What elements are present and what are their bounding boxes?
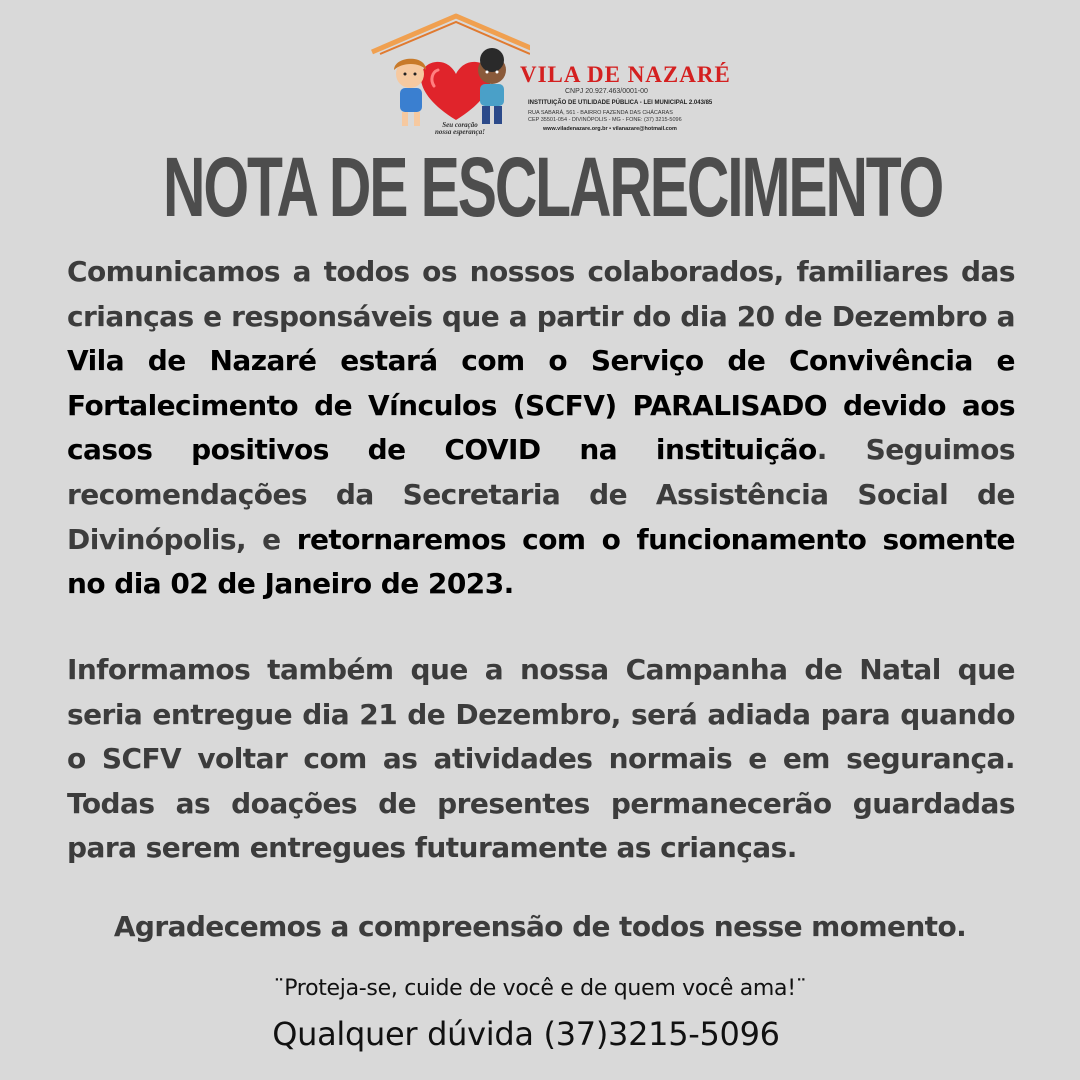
- paragraph1-part1: Comunicamos a todos os nossos colaborados, familiares das crianças e responsáveis que a partir do dia 20 de Dezembro a: [67, 255, 1015, 333]
- logo-slogan: [420, 122, 500, 136]
- contact-line: Qualquer dúvida (37)3215-5096: [272, 1015, 780, 1053]
- paragraph1-part4: retornaremos com o funcionamento somente no dia 02 de Janeiro de 2023.: [67, 522, 1015, 601]
- logo-address: [528, 110, 682, 123]
- logo-address-line2: CEP 35501-054 - DIVINÓPOLIS - MG - FONE: (37) 3215-5096: [528, 116, 682, 123]
- paragraph1-part3: . Seguimos recomendações da Secretaria de Assistência Social de Divinópolis, e: [67, 433, 1015, 556]
- logo-cnpj: CNPJ 20.927.463/0001-00: [565, 88, 648, 95]
- thanks-line: Agradecemos a compreensão de todos nesse momento.: [113, 910, 967, 943]
- logo-name: VILA DE NAZARÉ: [520, 62, 731, 87]
- logo-website: www.viladenazare.org.br • vilanazare@hotmail.com: [543, 126, 677, 132]
- logo-institution: INSTITUIÇÃO DE UTILIDADE PÚBLICA - LEI MUNICIPAL 2.043/85: [528, 100, 713, 106]
- page-title: NOTA DE ESCLARECIMENTO: [162, 140, 943, 234]
- logo-address-line1: RUA SABARÁ, 561 - BAIRRO FAZENDA DAS CHÁCARAS: [528, 110, 673, 116]
- campaign-paragraph: Informamos também que a nossa Campanha de Natal que seria entregue dia 21 de Dezembro, será adiada para quando o SCFV voltar com as atividades normais e em segurança. Todas as doações de presentes permanecerão guardadas para serem entregues futuramente as crianças.: [67, 653, 1015, 865]
- paragraph1-part2: Vila de Nazaré estará com o Serviço de Convivência e Fortalecimento de Vínculos (SCFV) PARALISADO devido aos casos positivos de COVID na instituição: [67, 344, 1015, 467]
- logo-slogan-line2: nossa esperança!: [435, 128, 485, 136]
- announcement-paragraph: [67, 250, 1015, 607]
- vila-de-nazare-logo: [370, 12, 730, 140]
- slogan-line: ¨Proteja-se, cuide de você e de quem você ama!¨: [273, 976, 807, 1001]
- logo-slogan-line1: Seu coração: [442, 121, 478, 129]
